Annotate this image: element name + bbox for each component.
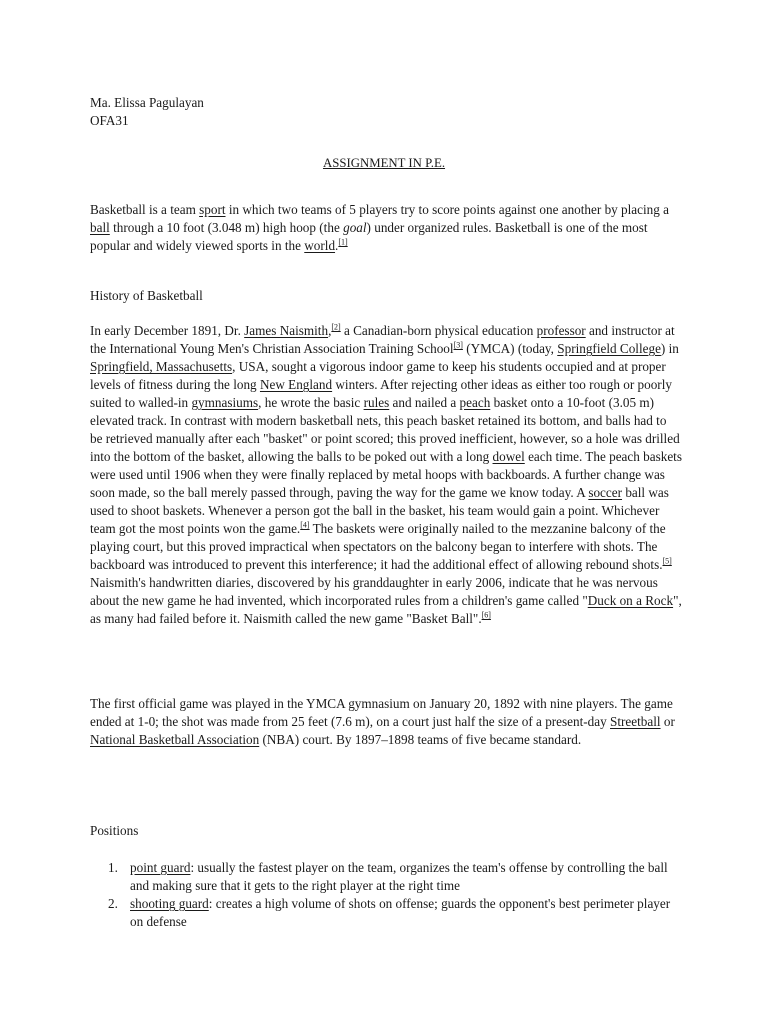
history-heading: History of Basketball [90, 288, 203, 303]
ref-3[interactable]: [3] [453, 340, 463, 350]
author-name: Ma. Elissa Pagulayan [90, 95, 204, 110]
assignment-title: ASSIGNMENT IN P.E. [322, 156, 446, 170]
intro-paragraph: Basketball is a team sport in which two teams of 5 players try to score points against one another by placing a ball through a 10 foot (3.048 m) high hoop (the goal) under organized rules. Basketball is one of the most popular and widely viewed sports in the world.[1] [90, 202, 670, 253]
history-paragraph-2: The first official game was played in the YMCA gymnasium on January 20, 1892 with nine players. The game ended at 1-0; the shot was made from 25 feet (7.6 m), on a court just half the size of a present-day Streetball or National Basketball Association (NBA) court. By 1897–1898 teams of five became standard. [90, 696, 675, 747]
link-gymnasiums[interactable]: gymnasiums [191, 395, 259, 410]
positions-list [90, 859, 682, 931]
link-rules[interactable]: rules [363, 395, 390, 410]
link-nba[interactable]: National Basketball Association [90, 732, 260, 747]
ref-2[interactable]: [2] [331, 322, 341, 332]
link-shooting-guard[interactable]: shooting guard [130, 896, 209, 911]
positions-heading: Positions [90, 823, 139, 838]
list-item-description: : creates a high volume of shots on offense; guards the opponent's best perimeter player on defense [130, 896, 671, 929]
list-number: 1. [108, 860, 118, 875]
link-soccer[interactable]: soccer [588, 485, 623, 500]
link-sport[interactable]: sport [199, 202, 226, 217]
ref-5[interactable]: [5] [662, 556, 672, 566]
link-springfield-massachusetts[interactable]: Springfield, Massachusetts [90, 359, 233, 374]
list-item-description: : usually the fastest player on the team, organizes the team's offense by controlling the ball and making sure that it gets to the right player at the right time [130, 860, 668, 893]
list-item [90, 859, 682, 895]
link-peach[interactable]: peach [459, 395, 491, 410]
ref-1[interactable]: [1] [338, 237, 348, 247]
ref-6[interactable]: [6] [481, 610, 491, 620]
goal-term: goal [343, 220, 367, 235]
link-new-england[interactable]: New England [259, 377, 333, 392]
list-item [90, 895, 682, 931]
link-world[interactable]: world [304, 238, 336, 253]
list-number: 2. [108, 896, 118, 911]
history-paragraph-1: In early December 1891, Dr. James Naismith,[2] a Canadian-born physical education professor and instructor at the International Young Men's Christian Association Training School[3] (YMCA) (today, Springfield College) in Springfield, Massachusetts, USA, sought a vigorous indoor game to keep his students occupied and at proper levels of fitness during the long New England winters. After rejecting other ideas as either too rough or poorly suited to walled-in gymnasiums, he wrote the basic rules and nailed a peach basket onto a 10-foot (3.05 m) elevated track. In contrast with modern basketball nets, this peach basket retained its bottom, and balls had to be retrieved manually after each "basket" or point scored; this proved inefficient, however, so a hole was drilled into the bottom of the basket, allowing the balls to be poked out with a long dowel each time. The peach baskets were used until 1906 when they were finally replaced by metal hoops with backboards. A further change was soon made, so the ball merely passed through, paving the way for the game we know today. A soccer ball was used to shoot baskets. Whenever a person got the ball in the basket, his team would gain a point. Whichever team got the most points won the game.[4] The baskets were originally nailed to the mezzanine balcony of the playing court, but this proved impractical when spectators on the balcony began to interfere with shots. The backboard was introduced to prevent this interference; it had the additional effect of allowing rebound shots.[5] Naismith's handwritten diaries, discovered by his granddaughter in early 2006, indicate that he was nervous about the new game he had invented, which incorporated rules from a children's game called "Duck on a Rock", as many had failed before it. Naismith called the new game "Basket Ball".[6] [90, 322, 682, 626]
ref-4[interactable]: [4] [300, 520, 310, 530]
link-ball[interactable]: ball [90, 220, 110, 235]
link-springfield-college[interactable]: Springfield College [557, 341, 661, 356]
link-dowel[interactable]: dowel [492, 449, 525, 464]
section-code: OFA31 [90, 113, 129, 128]
link-streetball[interactable]: Streetball [610, 714, 661, 729]
link-point-guard[interactable]: point guard [130, 860, 191, 875]
link-professor[interactable]: professor [536, 323, 586, 338]
link-duck-on-a-rock[interactable]: Duck on a Rock [587, 593, 674, 608]
link-james-naismith[interactable]: James Naismith [244, 323, 329, 338]
